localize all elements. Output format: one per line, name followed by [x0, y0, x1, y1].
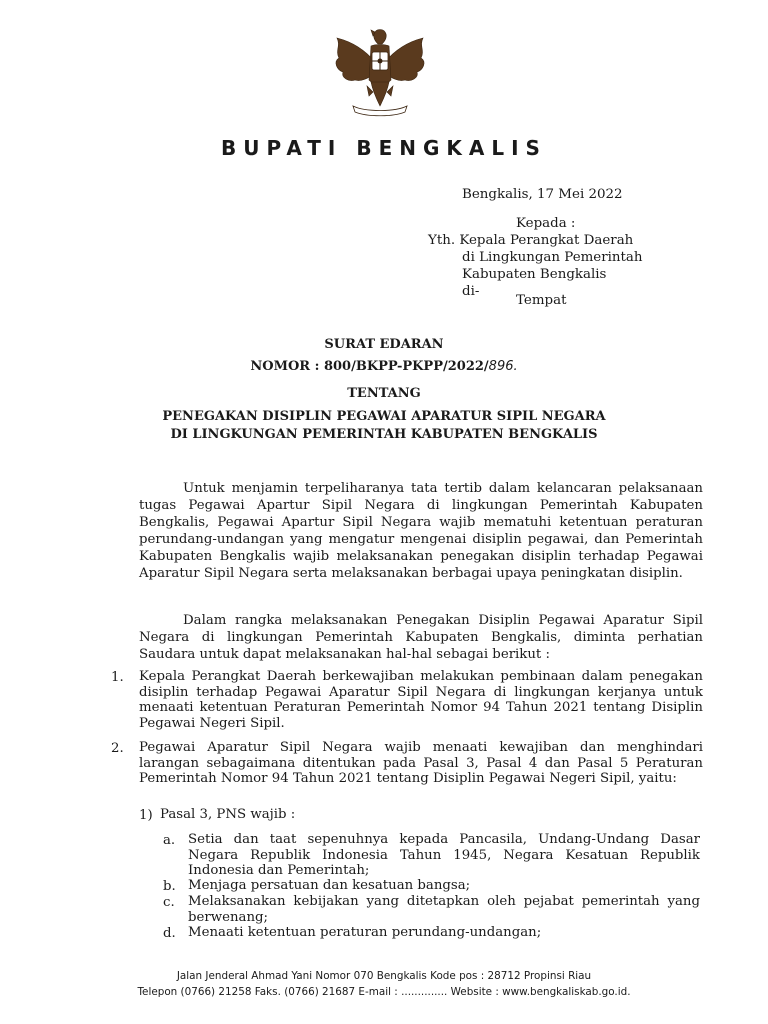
recipient-line-1: Yth. Kepala Perangkat Daerah [428, 233, 634, 248]
kepada-label: Kepada : [516, 216, 576, 231]
letterhead-title: BUPATI BENGKALIS [221, 136, 547, 160]
point-d-number: d. [163, 926, 176, 941]
recipient-line-2: di Lingkungan Pemerintah [462, 250, 643, 265]
subject-line-2: DI LINGKUNGAN PEMERINTAH KABUPATEN BENGKALIS [170, 427, 598, 442]
sub-1-text: Pasal 3, PNS wajib : [160, 807, 296, 822]
item-1-number: 1. [111, 670, 124, 685]
letter-number-prefix: NOMOR : 800/BKPP-PKPP/2022/ [250, 359, 489, 374]
point-c-text: Melaksanakan kebijakan yang ditetapkan oleh pejabat pemerintah yang berwenang; [188, 894, 700, 925]
point-b-number: b. [163, 879, 176, 894]
letter-number [0, 359, 768, 374]
footer-address: Jalan Jenderal Ahmad Yani Nomor 070 Bengkalis Kode pos : 28712 Propinsi Riau [176, 970, 592, 982]
item-2-number: 2. [111, 741, 124, 756]
point-a-number: a. [163, 833, 176, 848]
point-a-text: Setia dan taat sepenuhnya kepada Pancasila, Undang-Undang Dasar Negara Republik Indonesia Tahun 1945, Negara Kesatuan Republik Indonesia dan Pemerintah; [188, 832, 700, 878]
sub-1-number: 1) [139, 808, 153, 823]
letter-type: SURAT EDARAN [324, 337, 444, 352]
footer-contact: Telepon (0766) 21258 Faks. (0766) 21687 E-mail : .............. Website : www.bengkaliskab.go.id. [137, 986, 631, 998]
recipient-line-3: Kabupaten Bengkalis [462, 267, 607, 282]
subject-line-1: PENEGAKAN DISIPLIN PEGAWAI APARATUR SIPIL NEGARA [162, 409, 606, 424]
letter-number-handwritten: 896. [488, 359, 518, 374]
paragraph-2 [139, 612, 703, 663]
paragraph-1-text: Untuk menjamin terpeliharanya tata tertib dalam kelancaran pelaksanaan tugas Pegawai Apartur Sipil Negara di lingkungan Pemerintah Kabupaten Bengkalis, Pegawai Apartur Sipil Negara wajib mematuhi ketentuan peraturan perundang-undangan yang mengatur mengenai disiplin pegawai, dan Pemerintah Kabupaten Bengkalis wajib melaksanakan penegakan disiplin terhadap Pegawai Aparatur Sipil Negara serta melaksanakan berbagai upaya peningkatan disiplin. [139, 481, 703, 581]
paragraph-2-text: Dalam rangka melaksanakan Penegakan Disiplin Pegawai Aparatur Sipil Negara di lingkungan Pemerintah Kabupaten Bengkalis, diminta perhatian Saudara untuk dapat melaksanakan hal-hal sebagai berikut : [139, 613, 703, 662]
point-d-text: Menaati ketentuan peraturan perundang-undangan; [188, 925, 542, 940]
item-1-text: Kepala Perangkat Daerah berkewajiban melakukan pembinaan dalam penegakan disiplin terhadap Pegawai Aparatur Sipil Negara di lingkungan kerjanya untuk menaati ketentuan Peraturan Pemerintah Nomor 94 Tahun 2021 tentang Disiplin Pegawai Negeri Sipil. [139, 669, 703, 731]
tentang-label: TENTANG [347, 386, 421, 401]
recipient-line-4: di- [462, 284, 480, 299]
place-date: Bengkalis, 17 Mei 2022 [462, 187, 623, 202]
paragraph-1 [139, 480, 703, 582]
recipient-line-5: Tempat [516, 293, 567, 308]
point-c-number: c. [163, 895, 175, 910]
item-2-text: Pegawai Aparatur Sipil Negara wajib menaati kewajiban dan menghindari larangan sebagaimana ditentukan pada Pasal 3, Pasal 4 dan Pasal 5 Peraturan Pemerintah Nomor 94 Tahun 2021 tentang Disiplin Pegawai Negeri Sipil, yaitu: [139, 740, 703, 786]
point-b-text: Menjaga persatuan dan kesatuan bangsa; [188, 878, 471, 893]
garuda-emblem-icon [327, 20, 433, 120]
